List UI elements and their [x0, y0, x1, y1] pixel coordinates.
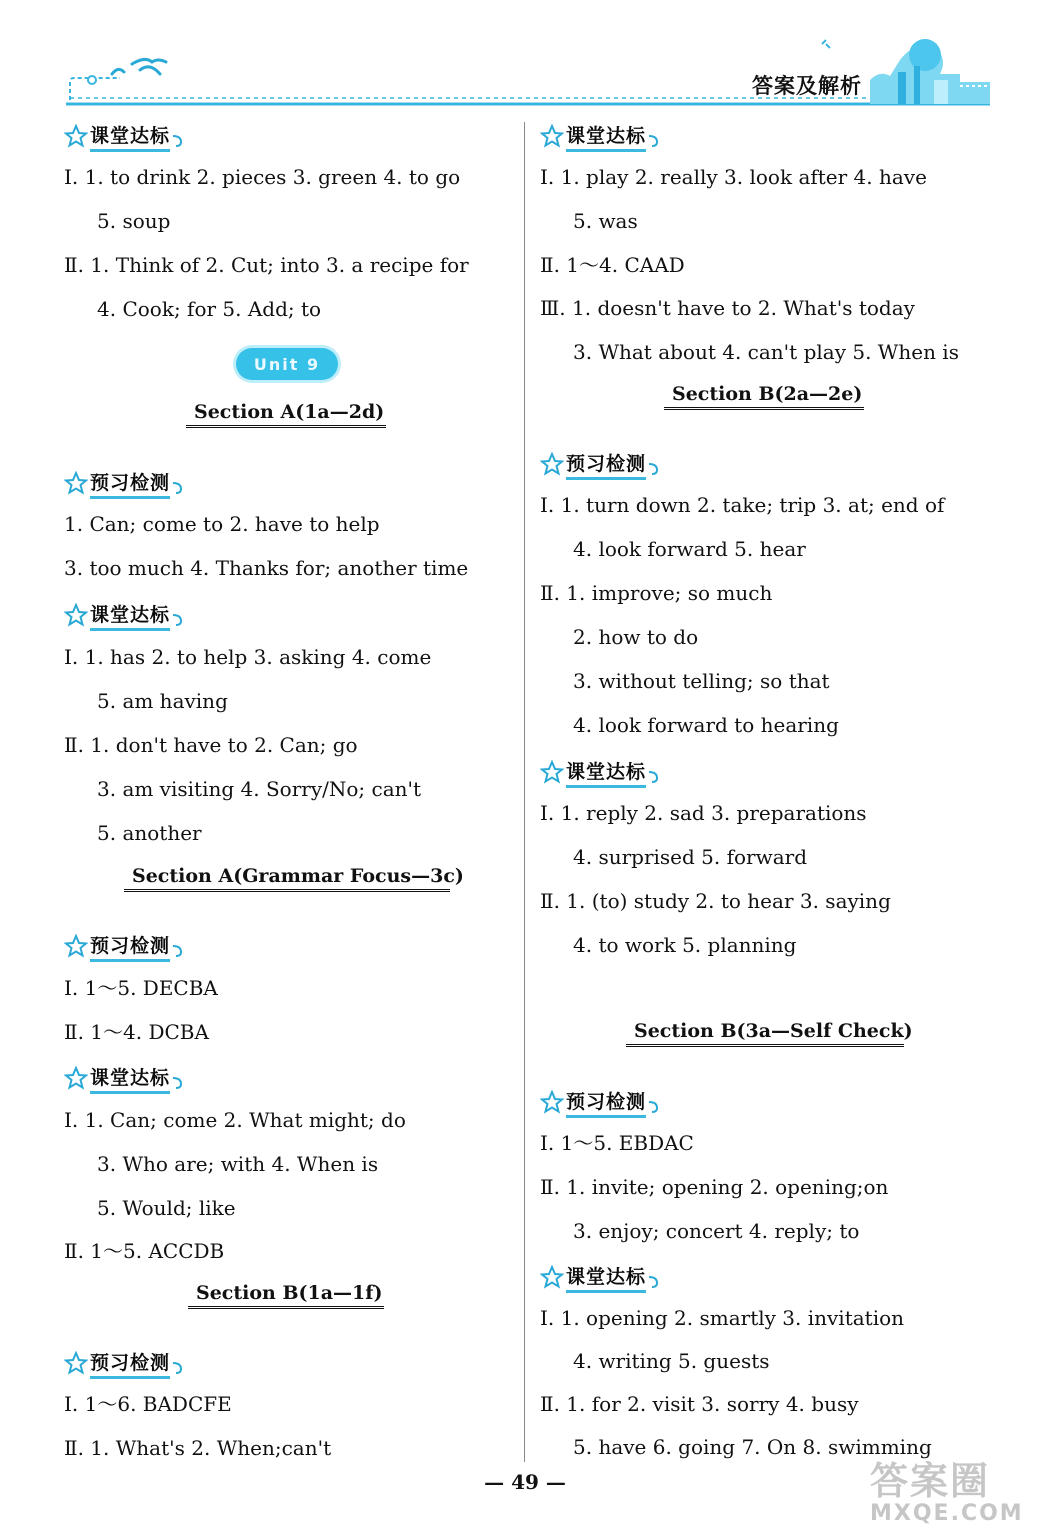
answer-line: Ⅰ. 1. has 2. to help 3. asking 4. come	[64, 645, 432, 669]
answer-line: Ⅰ. 1～5. EBDAC	[540, 1131, 694, 1155]
answer-line: 3. enjoy; concert 4. reply; to	[573, 1219, 860, 1243]
tag-label: 课堂达标	[90, 121, 170, 152]
answer-line: Ⅰ. 1. to drink 2. pieces 3. green 4. to go	[64, 165, 461, 189]
column-divider	[524, 122, 525, 1462]
answer-line: 3. am visiting 4. Sorry/No; can't	[97, 777, 422, 801]
section-title: Section B(3a—Self Check)	[626, 1020, 904, 1047]
answer-line: 5. soup	[97, 209, 171, 233]
header-banner-graphic	[0, 0, 1061, 115]
answer-line: 4. Cook; for 5. Add; to	[97, 297, 322, 321]
answer-line: 3. Who are; with 4. When is	[97, 1152, 379, 1176]
hook-icon	[647, 1275, 659, 1289]
tag-label: 预习检测	[566, 1087, 646, 1118]
tag-label: 课堂达标	[566, 757, 646, 788]
classroom-tag	[540, 1261, 659, 1293]
answer-line: 3. without telling; so that	[573, 669, 830, 693]
answer-line: Ⅱ. 1～4. CAAD	[540, 253, 685, 277]
classroom-tag	[540, 120, 659, 152]
hook-icon	[647, 1100, 659, 1114]
answer-line: Ⅱ. 1. invite; opening 2. opening;on	[540, 1175, 889, 1199]
star-icon	[540, 760, 564, 784]
answer-line: 4. writing 5. guests	[573, 1349, 770, 1373]
star-icon	[64, 471, 88, 495]
answer-line: 4. surprised 5. forward	[573, 845, 808, 869]
section-title: Section A(Grammar Focus—3c)	[124, 865, 450, 892]
answer-line: 4. look forward to hearing	[573, 713, 839, 737]
section-title: Section A(1a—2d)	[186, 401, 386, 428]
section-title: Section B(2a—2e)	[664, 383, 864, 410]
answer-line: 5. Would; like	[97, 1196, 236, 1220]
classroom-tag	[64, 1062, 183, 1094]
hook-icon	[171, 481, 183, 495]
watermark-logo	[870, 1450, 1050, 1530]
tag-label: 课堂达标	[566, 1262, 646, 1293]
answer-line: 5. was	[573, 209, 638, 233]
star-icon	[64, 1066, 88, 1090]
header-title: 答案及解析	[752, 74, 862, 98]
star-icon	[64, 603, 88, 627]
answer-line: Ⅱ. 1. (to) study 2. to hear 3. saying	[540, 889, 891, 913]
tag-label: 预习检测	[90, 1348, 170, 1379]
answer-line: Ⅱ. 1. What's 2. When;can't	[64, 1436, 332, 1460]
hook-icon	[171, 613, 183, 627]
answer-line: Ⅰ. 1. turn down 2. take; trip 3. at; end of	[540, 493, 945, 517]
hook-icon	[171, 944, 183, 958]
answer-line: 2. how to do	[573, 625, 699, 649]
page-header	[0, 0, 1061, 115]
answer-line: 3. What about 4. can't play 5. When is	[573, 340, 959, 364]
preview-tag	[64, 1347, 183, 1379]
answer-line: 4. to work 5. planning	[573, 933, 797, 957]
star-icon	[64, 1351, 88, 1375]
answer-line: Ⅱ. 1. improve; so much	[540, 581, 773, 605]
star-icon	[540, 1265, 564, 1289]
tag-label: 预习检测	[90, 931, 170, 962]
tag-label: 预习检测	[90, 468, 170, 499]
answer-line: 4. look forward 5. hear	[573, 537, 806, 561]
answer-line: Ⅰ. 1. opening 2. smartly 3. invitation	[540, 1306, 905, 1330]
hook-icon	[171, 134, 183, 148]
page-number: — 49 —	[484, 1470, 566, 1494]
answer-line: Ⅱ. 1. don't have to 2. Can; go	[64, 733, 358, 757]
tag-label: 课堂达标	[90, 600, 170, 631]
hook-icon	[647, 134, 659, 148]
star-icon	[540, 452, 564, 476]
watermark-url: MXQE.COM	[870, 1501, 1024, 1526]
preview-tag	[540, 1086, 659, 1118]
answer-line: Ⅱ. 1～5. ACCDB	[64, 1239, 225, 1263]
preview-tag	[64, 467, 183, 499]
tag-label: 预习检测	[566, 449, 646, 480]
preview-tag	[64, 930, 183, 962]
answer-line: 3. too much 4. Thanks for; another time	[64, 556, 469, 580]
answer-line: Ⅲ. 1. doesn't have to 2. What's today	[540, 296, 915, 320]
answer-line: Ⅱ. 1～4. DCBA	[64, 1020, 209, 1044]
answer-line: 5. have 6. going 7. On 8. swimming	[573, 1435, 932, 1459]
section-title: Section B(1a—1f)	[188, 1282, 384, 1309]
answer-line: Ⅱ. 1. Think of 2. Cut; into 3. a recipe for	[64, 253, 469, 277]
answer-line: Ⅱ. 1. for 2. visit 3. sorry 4. busy	[540, 1392, 859, 1416]
answer-line: 5. another	[97, 821, 202, 845]
hook-icon	[647, 462, 659, 476]
answer-line: Ⅰ. 1～5. DECBA	[64, 976, 218, 1000]
star-icon	[64, 934, 88, 958]
tag-label: 课堂达标	[566, 121, 646, 152]
classroom-tag	[64, 120, 183, 152]
answer-line: Ⅰ. 1. play 2. really 3. look after 4. have	[540, 165, 927, 189]
preview-tag	[540, 448, 659, 480]
classroom-tag	[64, 599, 183, 631]
answer-line: Ⅰ. 1～6. BADCFE	[64, 1392, 232, 1416]
star-icon	[64, 124, 88, 148]
answer-line: Ⅰ. 1. Can; come 2. What might; do	[64, 1108, 406, 1132]
star-icon	[540, 1090, 564, 1114]
hook-icon	[171, 1076, 183, 1090]
answer-line: 1. Can; come to 2. have to help	[64, 512, 380, 536]
answer-line: 5. am having	[97, 689, 228, 713]
hook-icon	[171, 1361, 183, 1375]
answer-line: Ⅰ. 1. reply 2. sad 3. preparations	[540, 801, 867, 825]
bird-icon	[112, 59, 166, 74]
hook-icon	[647, 770, 659, 784]
tag-label: 课堂达标	[90, 1063, 170, 1094]
watermark-text: 答案圈	[870, 1459, 991, 1503]
classroom-tag	[540, 756, 659, 788]
star-icon	[540, 124, 564, 148]
unit-label: Unit 9	[236, 348, 338, 380]
